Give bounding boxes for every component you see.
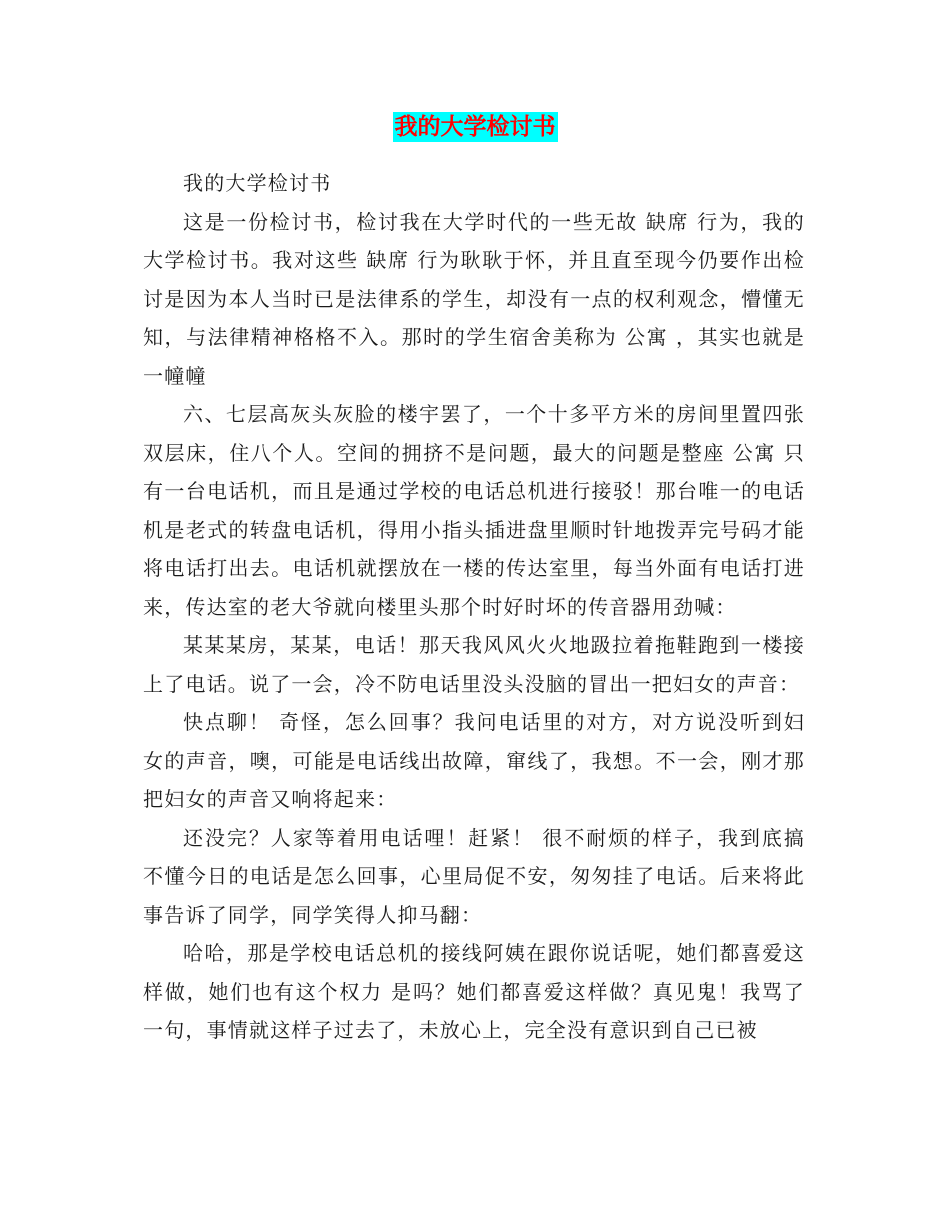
paragraph: 还没完？人家等着用电话哩！赶紧！ 很不耐烦的样子，我到底搞不懂今日的电话是怎么回事，心里局促不安，匆匆挂了电话。后来将此事告诉了同学，同学笑得人抑马翻： [143, 825, 805, 927]
paragraph: 我的大学检讨书 [183, 171, 332, 195]
paragraph: 某某某房，某某，电话！那天我风风火火地趿拉着拖鞋跑到一楼接上了电话。说了一会，冷不防电话里没头没脑的冒出一把妇女的声音： [143, 633, 805, 696]
paragraph: 快点聊！ 奇怪，怎么回事？我问电话里的对方，对方说没听到妇女的声音，噢，可能是电话线出故障，窜线了，我想。不一会，刚才那把妇女的声音又响将起来： [143, 710, 805, 811]
title-container [0, 112, 950, 142]
document-body [143, 164, 805, 1050]
paragraph: 这是一份检讨书，检讨我在大学时代的一些无故 缺席 行为，我的大学检讨书。我对这些 缺席 行为耿耿于怀，并且直至现今仍要作出检讨是因为本人当时已是法律系的学生，却没有一点的权利观念，懵懂无知，与法律精神格格不入。那时的学生宿舍美称为 公寓 ，其实也就是一幢幢 [143, 209, 805, 388]
paragraph: 六、七层高灰头灰脸的楼宇罢了，一个十多平方米的房间里置四张双层床，住八个人。空间的拥挤不是问题，最大的问题是整座 公寓 只有一台电话机，而且是通过学校的电话总机进行接驳！那台唯一的电话机是老式的转盘电话机，得用小指头插进盘里顺时针地拨弄完号码才能将电话打出去。电话机就摆放在一楼的传达室里，每当外面有电话打进来，传达室的老大爷就向楼里头那个时好时坏的传音器用劲喊： [143, 402, 805, 619]
paragraph: 哈哈，那是学校电话总机的接线阿姨在跟你说话呢，她们都喜爱这样做，她们也有这个权力 是吗？她们都喜爱这样做？真见鬼！我骂了一句，事情就这样子过去了，未放心上，完全没有意识到自己已被 [143, 941, 805, 1042]
document-title: 我的大学检讨书 [394, 114, 556, 140]
